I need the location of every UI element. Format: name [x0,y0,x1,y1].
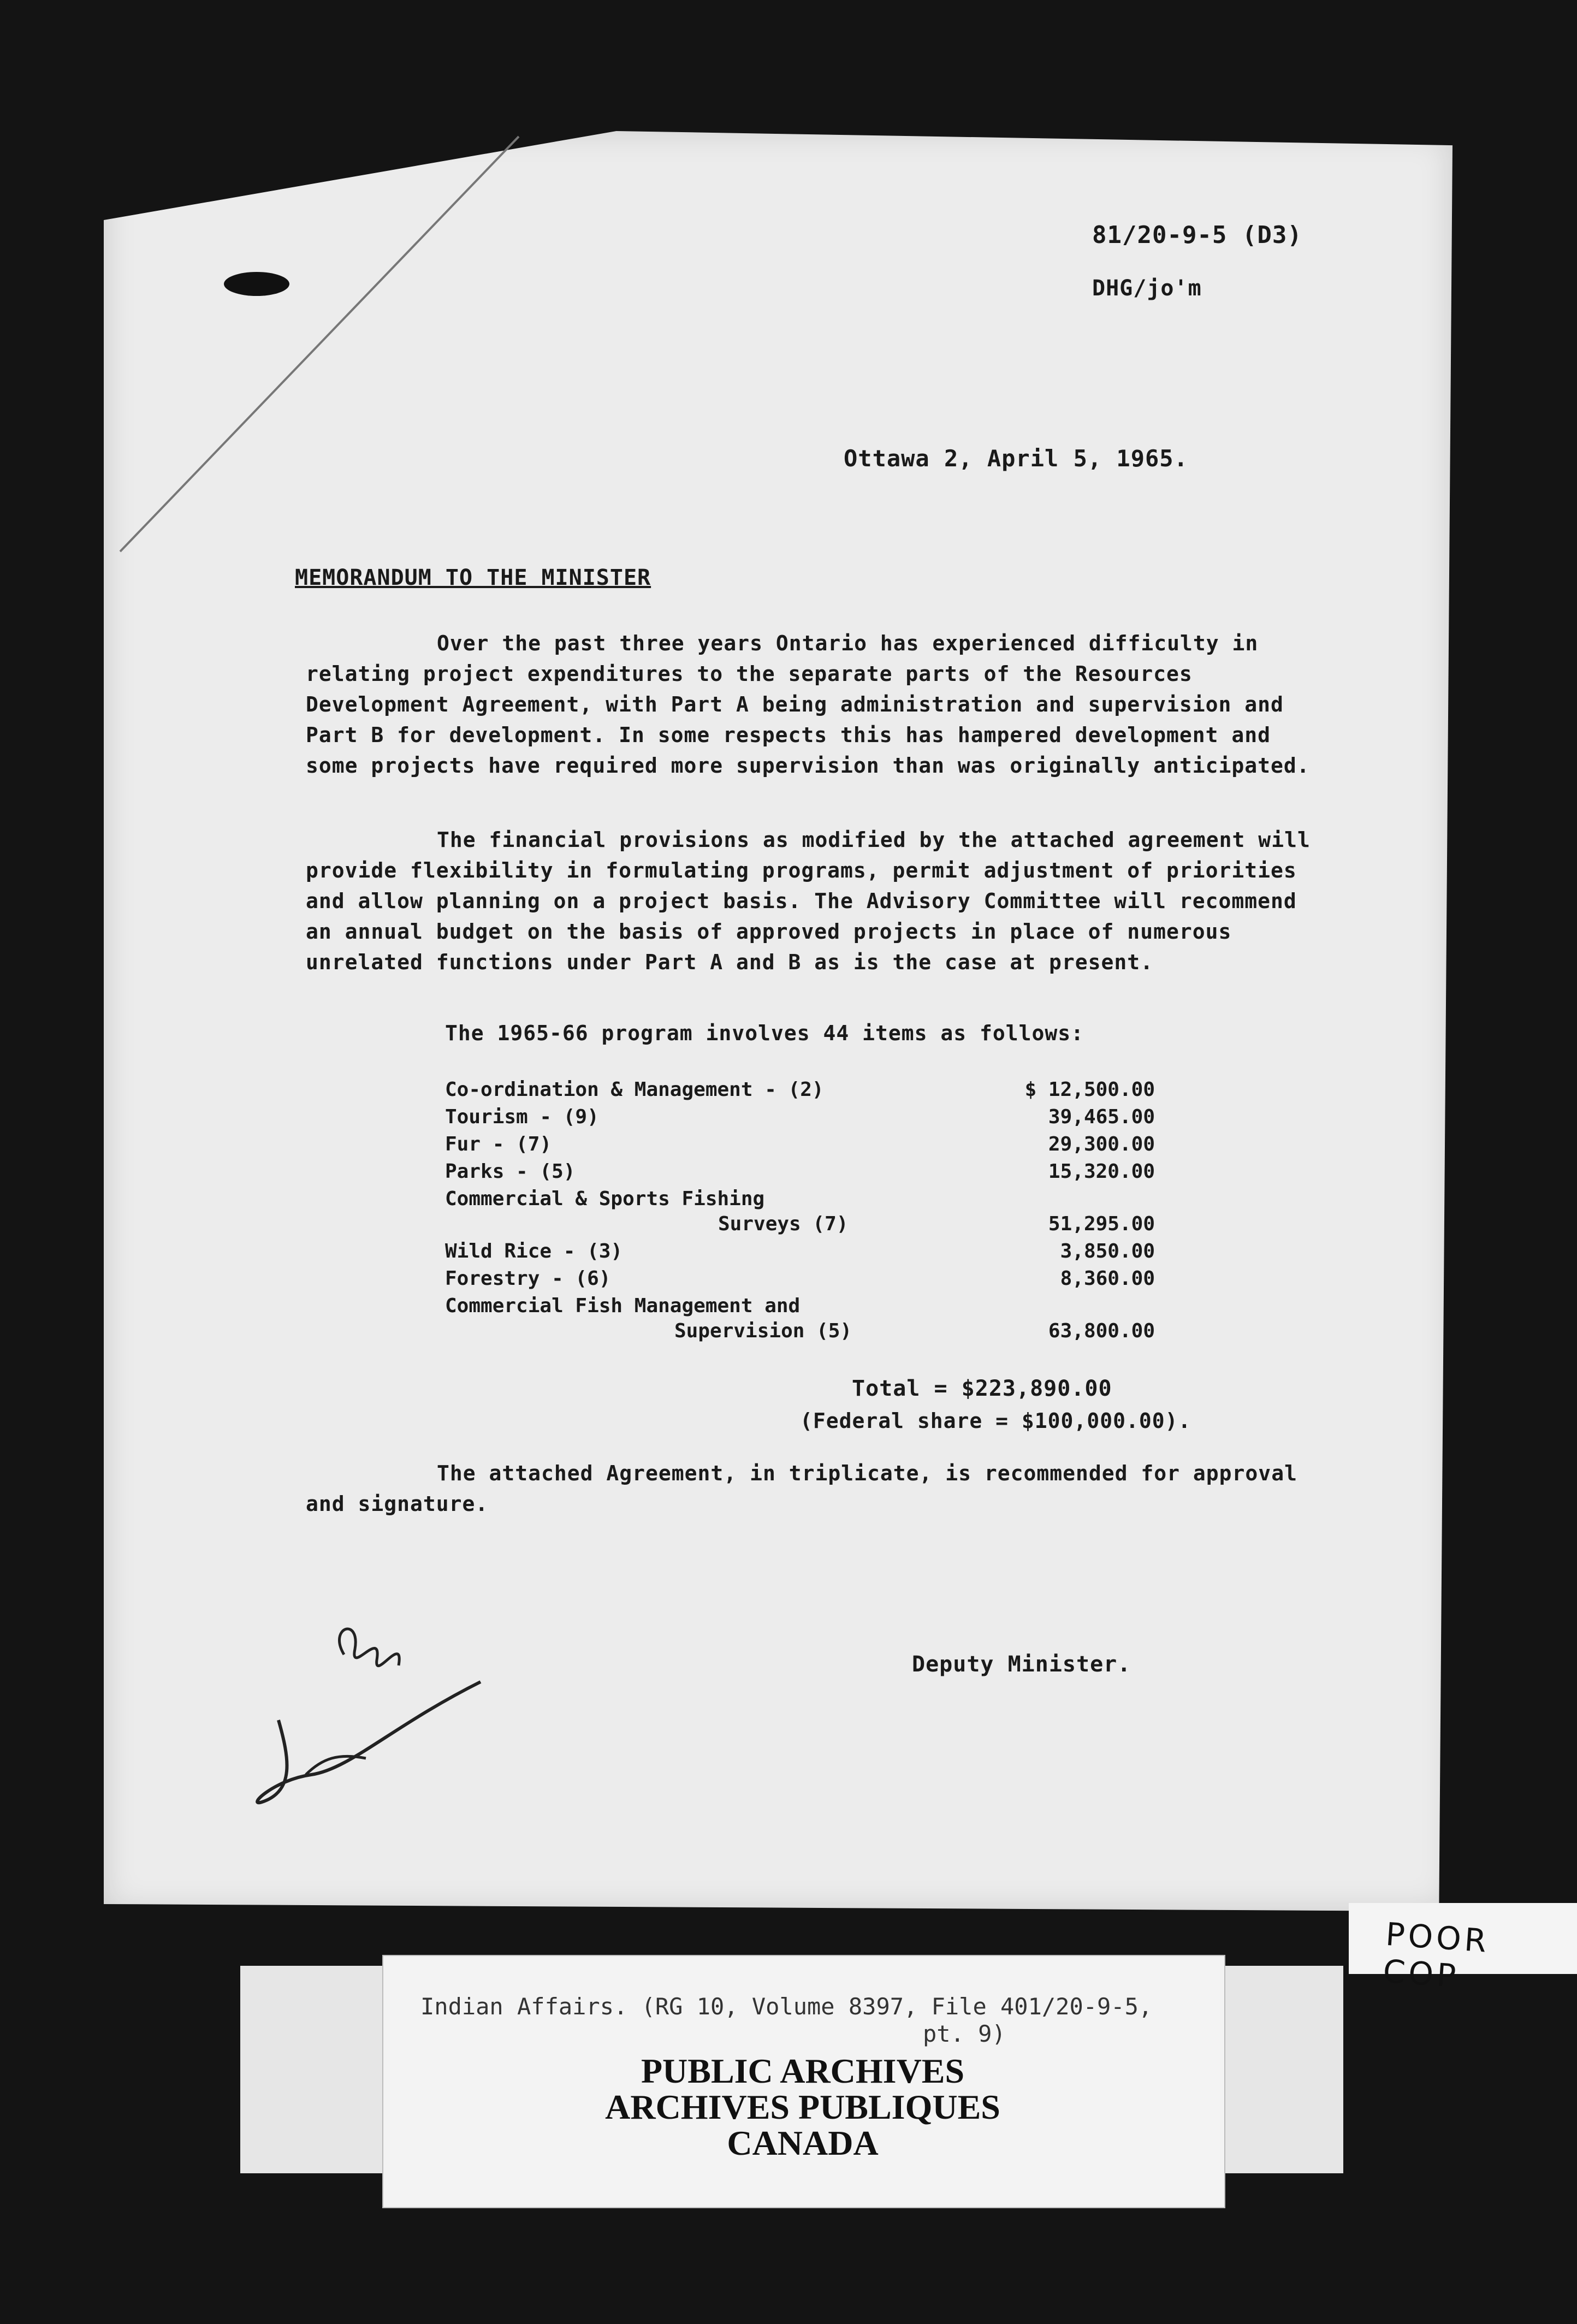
program-items-list [445,1078,1155,1347]
archive-citation [420,1993,1152,2048]
paragraph-1: Over the past three years Ontario has experienced difficulty in relating project expenditures to the separate parts of the Resources Development Agreement, with Part A being administration and supervision and Part B for development. In some respects this has hampered development and some projects have required more supervision than was originally anticipated. [306,631,1310,778]
memo-heading: MEMORANDUM TO THE MINISTER [295,565,651,590]
list-item [445,1240,1155,1267]
program-total: Total = $223,890.00 [852,1376,1112,1401]
list-item [445,1267,1155,1295]
archive-name-fr: ARCHIVES PUBLIQUES [605,2088,1000,2126]
item-amount: 15,320.00 [1048,1160,1155,1183]
item-amount: $ 12,500.00 [1024,1078,1155,1101]
item-label: Commercial Fish Management and [445,1295,801,1317]
file-reference: 81/20-9-5 (D3) [1092,221,1302,249]
list-item [445,1295,1155,1347]
federal-share: (Federal share = $100,000.00). [800,1409,1191,1433]
item-label: Fur - (7) [445,1133,552,1155]
item-amount: 8,360.00 [1060,1267,1155,1290]
item-amount: 63,800.00 [1048,1320,1155,1342]
signature-title: Deputy Minister. [912,1652,1131,1677]
item-label: Forestry - (6) [445,1267,611,1290]
item-amount: 39,465.00 [1048,1106,1155,1128]
handwritten-signature [240,1594,546,1857]
list-item [445,1078,1155,1106]
paragraph-3: The attached Agreement, in triplicate, is recommended for approval and signature. [306,1461,1297,1516]
citation-line-1: Indian Affairs. (RG 10, Volume 8397, File 401/20-9-5, [420,1993,1153,2020]
dateline: Ottawa 2, April 5, 1965. [844,445,1188,472]
margin-tab-text: POOR COP [1382,1915,1491,1995]
typist-initials: DHG/jo'm [1092,276,1202,301]
item-label: Parks - (5) [445,1160,576,1183]
item-label: Commercial & Sports Fishing [445,1188,765,1210]
item-amount: 3,850.00 [1060,1240,1155,1262]
list-item [445,1160,1155,1188]
folded-corner [104,131,595,568]
item-label-continued: Supervision (5) [674,1320,852,1342]
archive-name-en: PUBLIC ARCHIVES [641,2052,965,2090]
item-label: Co-ordination & Management - (2) [445,1078,824,1101]
citation-line-2: pt. 9) [923,2020,1006,2047]
archive-country: CANADA [727,2124,879,2162]
list-item [445,1133,1155,1160]
item-label-continued: Surveys (7) [718,1213,849,1235]
item-amount: 51,295.00 [1048,1213,1155,1235]
item-label: Tourism - (9) [445,1106,599,1128]
list-item [445,1188,1155,1240]
item-label: Wild Rice - (3) [445,1240,623,1262]
paragraph-2: The financial provisions as modified by the attached agreement will provide flexibility in formulating programs, permit adjustment of priorities and allow planning on a project basis. The Advisory Committee will recommend an annual budget on the basis of approved projects in place of numerous unrelated functions under Part A and B as is the case at present. [306,828,1311,974]
list-item [445,1106,1155,1133]
item-amount: 29,300.00 [1048,1133,1155,1155]
program-intro: The 1965-66 program involves 44 items as follows: [445,1021,1084,1045]
